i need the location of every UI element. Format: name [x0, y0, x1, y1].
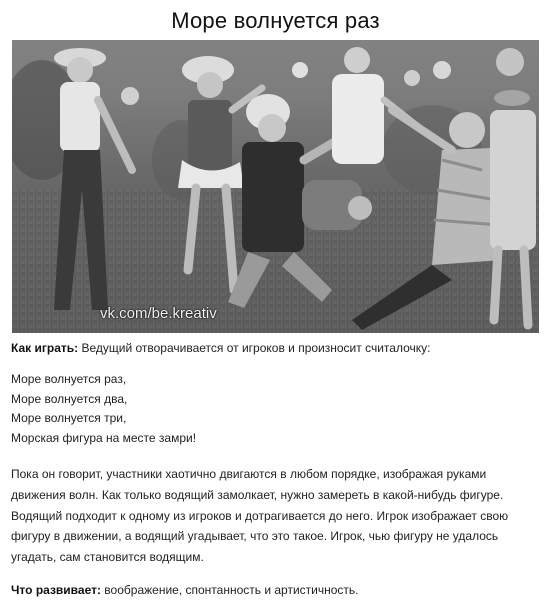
- page-title: Море волнуется раз: [171, 8, 380, 33]
- rhyme-line: Морская фигура на месте замри!: [11, 430, 197, 445]
- image-watermark: vk.com/be.kreativ: [100, 305, 217, 322]
- counting-rhyme: [11, 370, 541, 448]
- rhyme-line: Море волнуется три,: [11, 411, 127, 425]
- develops-text: воображение, спонтанность и артистичность.: [100, 583, 359, 597]
- game-description: Пока он говорит, участники хаотично двигаются в любом порядке, изображая руками движения волн. Как только водящий замолкает, нужно замереть в какой-нибудь фигуре. Водящий подходит к одному из игроков и дотрагивается до него. Игрок изображает свою фигуру в движении, а водящий угадывает, что это такое. Игрок, чью фигуру не удалось угадать, сам становится водящим.: [11, 467, 509, 565]
- how-to-play-label: Как играть:: [11, 341, 79, 355]
- rhyme-line: Море волнуется раз,: [11, 372, 127, 386]
- how-to-play-text: Ведущий отворачивается от игроков и произносит считалочку:: [78, 341, 431, 355]
- rhyme-line: Море волнуется два,: [11, 391, 128, 406]
- develops-paragraph: [11, 580, 541, 600]
- photo-illustration: [12, 40, 539, 333]
- children-playing-photo: [12, 40, 539, 333]
- develops-label: Что развивает:: [11, 583, 101, 597]
- how-to-play-paragraph: [11, 338, 541, 358]
